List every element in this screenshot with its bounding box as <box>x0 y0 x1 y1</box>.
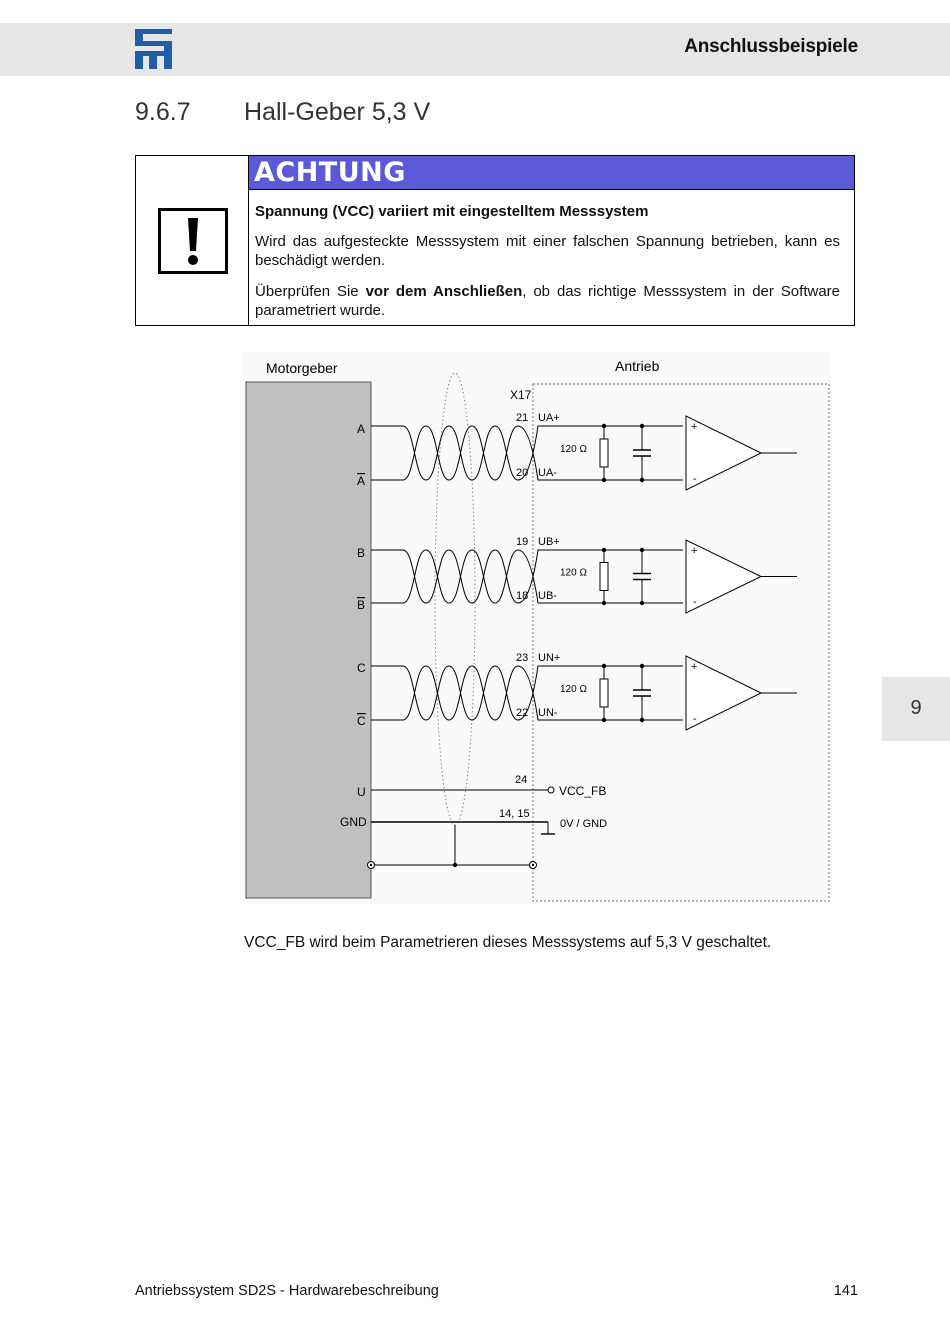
signal-name: UB- <box>538 590 557 602</box>
chapter-tab-number: 9 <box>910 697 922 719</box>
warning-subhead: Spannung (VCC) variiert mit eingestelltem Messsystem <box>255 203 649 220</box>
gnd-pin: 14, 15 <box>499 808 530 820</box>
company-logo <box>135 29 172 69</box>
pin-a: A <box>357 422 366 436</box>
comparator-minus: - <box>693 713 697 725</box>
pin-b-inv: B <box>357 598 366 612</box>
diagram-caption: VCC_FB wird beim Parametrieren dieses Messsystems auf 5,3 V geschaltet. <box>244 934 772 951</box>
pin-number: 20 <box>516 467 529 479</box>
signal-name: UN- <box>538 707 558 719</box>
wiring-diagram <box>243 352 831 904</box>
pin-c: C <box>357 661 366 675</box>
warning-paragraph-2-bold: vor dem Anschließen <box>365 283 523 300</box>
section-title: Hall-Geber 5,3 V <box>244 98 431 126</box>
pin-u: U <box>357 785 366 799</box>
warning-banner <box>249 156 854 190</box>
pin-b: B <box>357 546 366 560</box>
comparator-minus: - <box>693 473 697 485</box>
header-title: Anschlussbeispiele <box>684 36 858 57</box>
pin-number: 21 <box>516 412 529 424</box>
signal-name: UB+ <box>538 536 560 548</box>
pin-number: 18 <box>516 590 529 602</box>
comparator-plus: + <box>691 545 698 557</box>
comparator-plus: + <box>691 421 698 433</box>
footer-page-number: 141 <box>833 1283 858 1299</box>
warning-paragraph-2-prefix: Überprüfen Sie <box>255 283 366 300</box>
pin-number: 23 <box>516 652 529 664</box>
pin-number: 22 <box>516 707 529 719</box>
warning-banner-label: ACHTUNG <box>254 157 406 188</box>
comparator-plus: + <box>691 661 698 673</box>
resistor <box>600 563 608 591</box>
pin-c-inv: C <box>357 714 366 728</box>
vcc-label: VCC_FB <box>559 784 607 798</box>
gnd-label: 0V / GND <box>560 818 608 830</box>
signal-name: UA- <box>538 467 557 479</box>
exclamation-icon <box>158 208 228 274</box>
warning-paragraph-2-suffix: , ob das richtige Messsystem in der Software parametriert wurde. <box>255 283 840 319</box>
warning-text <box>255 202 840 332</box>
warning-paragraph-2 <box>255 282 840 320</box>
warning-paragraph-1: Wird das aufgesteckte Messsystem mit einer falschen Spannung betrieben, kann es beschädigt werden. <box>255 233 840 269</box>
vcc-pin: 24 <box>515 774 528 786</box>
resistor-label: 120 Ω <box>560 567 587 579</box>
footer-document-title: Antriebssystem SD2S - Hardwarebeschreibung <box>135 1283 439 1299</box>
warning-icon-cell <box>136 156 249 325</box>
resistor <box>600 679 608 707</box>
section-number: 9.6.7 <box>135 98 191 126</box>
pin-number: 19 <box>516 536 529 548</box>
resistor-label: 120 Ω <box>560 444 587 455</box>
pin-a-inv: A <box>357 474 366 488</box>
resistor-label: 120 Ω <box>560 684 587 695</box>
resistor <box>600 439 608 467</box>
comparator-minus: - <box>693 596 697 608</box>
chapter-tab <box>882 677 950 741</box>
signal-name: UA+ <box>538 412 560 424</box>
signal-name: UN+ <box>538 652 561 664</box>
pin-gnd: GND <box>340 815 367 829</box>
label-connector: X17 <box>510 388 532 402</box>
label-drive: Antrieb <box>615 358 660 374</box>
warning-box <box>135 155 855 326</box>
label-encoder: Motorgeber <box>266 360 338 376</box>
